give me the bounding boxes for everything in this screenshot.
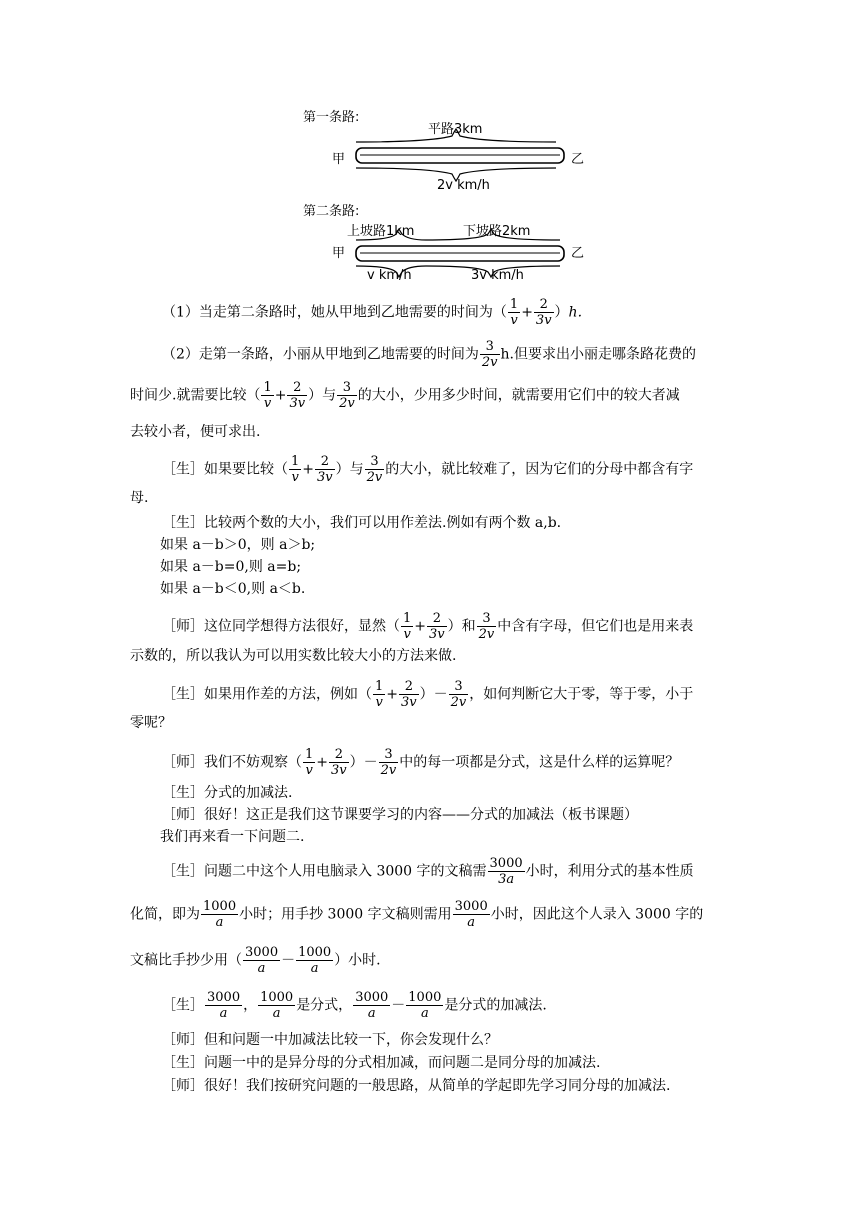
road2-end: 乙	[571, 246, 585, 261]
text: 如果 a－b＜0,则 a＜b.	[160, 581, 306, 597]
denominator: v	[403, 627, 411, 642]
numerator: 1000	[408, 990, 442, 1005]
road2-title: 第二条路:	[303, 204, 360, 219]
text: ［生］比较两个数的大小，我们可以用作差法.例如有两个数 a,b.	[162, 515, 562, 531]
teacher-5	[130, 1076, 762, 1096]
fraction	[287, 380, 307, 411]
denominator: a	[420, 1006, 429, 1021]
numerator: 1000	[203, 899, 237, 914]
denominator: 2v	[380, 763, 397, 778]
denominator: a	[215, 915, 224, 930]
numerator: 3000	[454, 899, 488, 914]
denominator: v	[375, 695, 383, 710]
denominator: a	[310, 961, 319, 976]
numerator: 1000	[260, 990, 294, 1005]
text: h.但要求出小丽走哪条路花费的	[500, 346, 696, 363]
fraction	[379, 747, 399, 778]
denominator: 3v	[535, 313, 552, 328]
fraction	[373, 679, 385, 710]
denominator: v	[291, 470, 299, 485]
student-7	[130, 1053, 762, 1073]
text: ［生］问题一中的是异分母的分式相加减，而问题二是同分母的加减法.	[162, 1055, 601, 1071]
fraction	[488, 856, 525, 887]
denominator: a	[257, 961, 266, 976]
numerator: 1000	[298, 945, 332, 960]
fraction	[337, 380, 357, 411]
minus-sign: －	[281, 952, 296, 969]
road2-up-speed: v km/h	[367, 268, 412, 283]
student-1-line-2	[130, 488, 730, 508]
fraction	[477, 611, 497, 642]
plus-sign: +	[521, 304, 533, 321]
denominator: 3v	[289, 396, 306, 411]
numerator: 2	[534, 297, 554, 313]
fraction	[401, 611, 413, 642]
teacher-2	[130, 747, 762, 778]
text: ）－	[349, 754, 378, 771]
denominator: v	[510, 313, 518, 328]
denominator: 2v	[481, 355, 498, 370]
text: ［生］如果用作差的方法，例如（	[162, 686, 372, 703]
fraction	[353, 990, 390, 1021]
text: ［师］很好！这正是我们这节课要学习的内容——分式的加减法（板书课题）	[162, 807, 638, 823]
numerator: 2	[287, 380, 307, 396]
rule-line-1	[160, 535, 760, 555]
numerator: 3000	[207, 990, 241, 1005]
fraction	[315, 454, 335, 485]
student-3-line-1	[130, 679, 762, 710]
rule-line-3	[160, 579, 760, 599]
road2-down-label: 下坡路2km	[463, 224, 531, 239]
fraction	[453, 899, 490, 930]
numerator: 3	[477, 611, 497, 627]
road2-start: 甲	[332, 246, 346, 261]
text: 如果 a－b=0,则 a=b;	[160, 559, 302, 575]
road1-speed: 2v km/h	[437, 178, 490, 193]
text: 零呢？	[130, 715, 172, 731]
text: ）小时.	[334, 952, 381, 969]
student-1-line-1	[130, 454, 762, 485]
numerator: 1	[263, 380, 272, 395]
numerator: 2	[329, 747, 349, 763]
teacher-4	[130, 1030, 762, 1050]
fraction	[205, 990, 242, 1021]
fraction	[303, 747, 315, 778]
text: 化简，即为	[130, 906, 200, 923]
text: 我们再来看一下问题二.	[160, 829, 305, 845]
numerator: 3000	[245, 945, 279, 960]
fraction	[243, 945, 280, 976]
text: 示数的，所以我认为可以用实数比较大小的方法来做.	[130, 648, 457, 664]
denominator: 2v	[478, 627, 495, 642]
numerator: 3	[365, 454, 385, 470]
denominator: 3v	[401, 695, 417, 710]
text: 的大小，少用多少时间，就需要用它们中的较大者减	[357, 387, 680, 404]
text: 文稿比手抄少用（	[130, 952, 242, 969]
denominator: 3v	[429, 627, 445, 642]
text: 如果 a－b＞0，则 a＞b;	[160, 537, 316, 553]
numerator: 1	[509, 297, 519, 312]
teacher-1-line-2	[130, 646, 730, 666]
text: ）	[554, 304, 569, 321]
text: 母.	[130, 490, 149, 506]
plus-sign: +	[316, 754, 329, 771]
text: 小时；用手抄 3000 字文稿则需用	[239, 906, 452, 923]
denominator: 2v	[450, 695, 467, 710]
text: ［生］如果要比较（	[162, 461, 288, 478]
text: 中的每一项都是分式，这是什么样的运算呢？	[399, 754, 680, 771]
numerator: 2	[315, 454, 335, 470]
plus-sign: +	[386, 686, 399, 703]
denominator: 3a	[498, 872, 515, 887]
text: ）与	[335, 461, 364, 478]
plus-sign: +	[414, 618, 427, 635]
fraction	[261, 380, 273, 411]
text: 是分式的加减法.	[444, 997, 547, 1014]
numerator: 1	[291, 454, 300, 469]
denominator: a	[219, 1006, 228, 1021]
text: 的大小，就比较难了，因为它们的分母中都含有字	[385, 461, 694, 478]
text: ）和	[447, 618, 476, 635]
rule-line-2	[160, 557, 760, 577]
text: 时间少.就需要比较（	[130, 387, 261, 404]
para-2-line-1	[130, 339, 762, 370]
fraction	[201, 899, 238, 930]
text: ［师］很好！我们按研究问题的一般思路，从简单的学起即先学习同分母的加减法.	[162, 1078, 671, 1094]
numerator: 3	[449, 679, 469, 695]
road1-title: 第一条路:	[303, 110, 360, 125]
text: ［生］分式的加减法.	[162, 785, 293, 801]
text: 小时，因此这个人录入 3000 字的	[490, 906, 704, 923]
text: ）与	[308, 387, 337, 404]
para-1	[130, 297, 762, 328]
numerator: 2	[399, 679, 419, 695]
text: ，	[243, 997, 258, 1014]
denominator: v	[305, 763, 313, 778]
fraction	[534, 297, 554, 328]
numerator: 2	[427, 611, 447, 627]
numerator: 3	[379, 747, 399, 763]
student-5-line-3	[130, 945, 730, 976]
numerator: 3	[480, 339, 500, 355]
plus-sign: +	[274, 387, 287, 404]
student-3-line-2	[130, 713, 730, 733]
text: ［师］我们不妨观察（	[162, 754, 302, 771]
fraction	[296, 945, 333, 976]
text: ［师］但和问题一中加减法比较一下，你会发现什么？	[162, 1032, 498, 1048]
text: 是分式，	[296, 997, 353, 1014]
numerator: 1	[403, 611, 412, 626]
text: ［生］问题二中这个人用电脑录入 3000 字的文稿需	[162, 863, 487, 880]
numerator: 1	[305, 747, 314, 762]
text: （2）走第一条路，小丽从甲地到乙地需要的时间为	[162, 346, 479, 363]
text: ［生］	[162, 997, 204, 1014]
numerator: 3000	[355, 990, 389, 1005]
text: h.	[568, 304, 583, 321]
teacher-3	[130, 805, 762, 825]
fraction	[258, 990, 295, 1021]
denominator: 3v	[317, 470, 333, 485]
text: 去较小者，便可求出.	[130, 424, 261, 440]
road2-up-label: 上坡路1km	[347, 224, 415, 239]
fraction	[449, 679, 469, 710]
text: ，如何判断它大于零，等于零，小于	[469, 686, 694, 703]
para-2-line-3	[130, 422, 730, 442]
numerator: 3	[337, 380, 357, 396]
fraction	[289, 454, 301, 485]
numerator: 1	[375, 679, 384, 694]
text: （1）当走第二条路时，她从甲地到乙地需要的时间为（	[162, 304, 507, 321]
student-6	[130, 990, 762, 1021]
denominator: a	[367, 1006, 376, 1021]
denominator: 3v	[331, 763, 347, 778]
denominator: v	[263, 396, 272, 411]
denominator: a	[272, 1006, 281, 1021]
plus-sign: +	[302, 461, 315, 478]
road1-start: 甲	[332, 152, 346, 167]
student-5-line-2	[130, 899, 730, 930]
road2-down-speed: 3v km/h	[471, 268, 524, 283]
text: ）－	[419, 686, 448, 703]
para-2-line-2	[130, 380, 730, 411]
road1-flat-label: 平路3km	[428, 122, 483, 137]
fraction	[406, 990, 443, 1021]
denominator: a	[467, 915, 476, 930]
fraction	[329, 747, 349, 778]
text: 中含有字母，但它们也是用来表	[497, 618, 694, 635]
road1-end: 乙	[571, 152, 585, 167]
fraction	[480, 339, 500, 370]
denominator: 2v	[339, 396, 355, 411]
fraction	[399, 679, 419, 710]
fraction	[508, 297, 520, 328]
minus-sign: －	[391, 997, 406, 1014]
line-problem-two	[160, 827, 760, 847]
student-5-line-1	[130, 856, 762, 887]
denominator: 2v	[366, 470, 383, 485]
numerator: 3000	[489, 856, 523, 871]
student-2	[130, 513, 762, 533]
text: ［师］这位同学想得方法很好，显然（	[162, 618, 400, 635]
fraction	[427, 611, 447, 642]
teacher-1-line-1	[130, 611, 762, 642]
student-4	[130, 783, 762, 803]
text: 小时，利用分式的基本性质	[525, 863, 694, 880]
fraction	[365, 454, 385, 485]
